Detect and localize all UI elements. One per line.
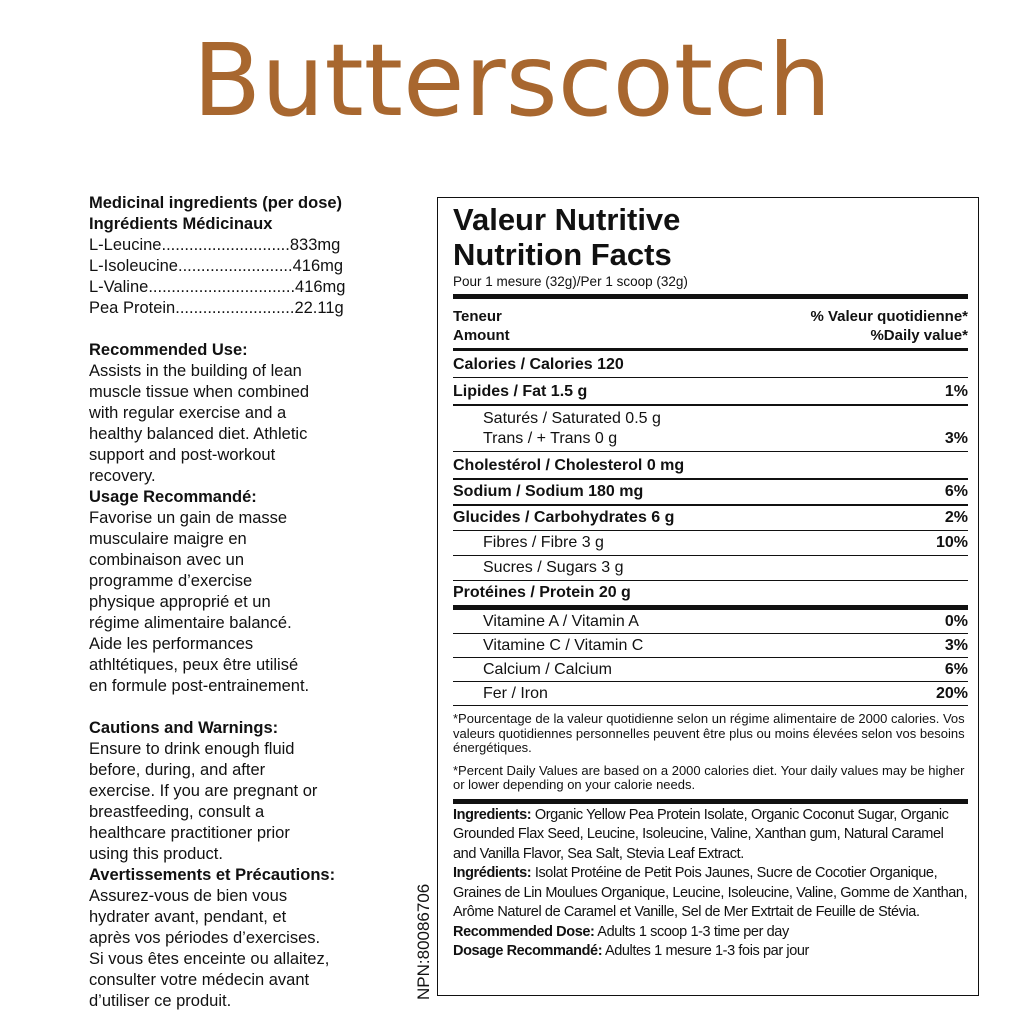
medicinal-dots: ............................ <box>161 236 290 254</box>
protein-row: Protéines / Protein 20 g <box>453 581 968 610</box>
medicinal-amount: 22.11g <box>294 299 344 317</box>
text-line: athltétiques, peux être utilisé <box>89 656 299 674</box>
calories-row: Calories / Calories 120 <box>453 351 968 378</box>
text-line: recovery. <box>89 467 156 485</box>
cautions-heading: Cautions and Warnings: <box>89 719 279 737</box>
medicinal-amount: 416mg <box>295 278 346 296</box>
text-line: Favorise un gain de masse <box>89 509 288 527</box>
ingredients-en: Ingredients: Organic Yellow Pea Protein Isolate, Organic Coconut Sugar, Organic Grounded Flax Seed, Leucine, Isoleucine, Valine, Xanthan gum, Natural Caramel and Vanilla Flavor, Sea Salt, Stevia Leaf Extract. <box>453 806 949 862</box>
vitamin-label: Vitamine C / Vitamin C <box>483 637 644 654</box>
recommended-use-text <box>89 361 409 487</box>
text-line: healthcare practitioner prior <box>89 824 290 842</box>
saturated-trans-row: Saturés / Saturated 0.5 g Trans / + Trans 0 g 3% <box>453 406 968 452</box>
vitamin-percent: 0% <box>944 613 968 630</box>
nutrition-facts-panel <box>437 197 979 996</box>
text-line: healthy balanced diet. Athletic <box>89 425 308 443</box>
medicinal-dots: ................................ <box>148 278 296 296</box>
column-header <box>453 299 968 348</box>
medicinal-heading-en: Medicinal ingredients (per dose) <box>89 194 343 212</box>
vitamin-row <box>453 634 968 658</box>
medicinal-heading-fr: Ingrédients Médicinaux <box>89 215 273 233</box>
text-line: consulter votre médecin avant <box>89 971 310 989</box>
ingredients-section <box>453 804 968 962</box>
nutrition-title-en: Nutrition Facts <box>453 237 672 272</box>
text-line: before, during, and after <box>89 761 266 779</box>
footnote-en: *Percent Daily Values are based on a 2000 calories diet. Your daily values may be higher or lower depending on your calorie needs. <box>453 762 965 792</box>
amount-label-en: Amount <box>453 327 510 344</box>
vitamin-percent: 6% <box>944 661 968 678</box>
text-line: muscle tissue when combined <box>89 383 310 401</box>
text-line: physique approprié et un <box>89 593 271 611</box>
text-line: après vos périodes d’exercises. <box>89 929 321 947</box>
medicinal-item <box>89 298 409 319</box>
vitamin-row <box>453 682 968 706</box>
medicinal-item <box>89 235 409 256</box>
text-line: régime alimentaire balancé. <box>89 614 292 632</box>
carbohydrates-row: Glucides / Carbohydrates 6 g 2% <box>453 506 968 531</box>
cautions-text <box>89 739 409 865</box>
vitamin-label: Fer / Iron <box>483 685 548 702</box>
fibre-row: Fibres / Fibre 3 g 10% <box>453 531 968 556</box>
npn-number: NPN:80086706 <box>414 883 433 1000</box>
serving-size: Pour 1 mesure (32g)/Per 1 scoop (32g) <box>453 274 688 289</box>
medicinal-dots: ......................... <box>177 257 293 275</box>
medicinal-amount: 416mg <box>292 257 344 275</box>
text-line: Assurez-vous de bien vous <box>89 887 288 905</box>
vitamin-percent: 3% <box>944 637 968 654</box>
text-line: exercise. If you are pregnant or <box>89 782 318 800</box>
text-line: Aide les performances <box>89 635 254 653</box>
text-line: musculaire maigre en <box>89 530 247 548</box>
dv-label-en: %Daily value* <box>870 327 968 344</box>
vitamin-label: Calcium / Calcium <box>483 661 612 678</box>
cholesterol-row: Cholestérol / Cholesterol 0 mg <box>453 452 968 480</box>
left-panel <box>89 193 409 1012</box>
text-line: programme d’exercise <box>89 572 253 590</box>
medicinal-item <box>89 277 409 298</box>
avertissements-text <box>89 886 409 1012</box>
text-line: hydrater avant, pendant, et <box>89 908 287 926</box>
usage-heading: Usage Recommandé: <box>89 488 257 506</box>
usage-text <box>89 508 409 697</box>
nutrition-title-fr: Valeur Nutritive <box>453 202 681 237</box>
text-line: Si vous êtes enceinte ou allaitez, <box>89 950 330 968</box>
medicinal-dots: .......................... <box>175 299 295 317</box>
dosage-fr: Dosage Recommandé: Adultes 1 mesure 1-3 fois par jour <box>453 943 809 959</box>
medicinal-name: L-Leucine <box>89 236 162 254</box>
medicinal-name: L-Isoleucine <box>89 257 178 275</box>
text-line: Assists in the building of lean <box>89 362 302 380</box>
footnote-fr: *Pourcentage de la valeur quotidienne selon un régime alimentaire de 2000 calories. Vos valeurs quotidiennes personnelles peuvent être plus ou moins élevées selon vos besoins énergétiques. <box>453 711 965 755</box>
medicinal-item <box>89 256 409 277</box>
sodium-row: Sodium / Sodium 180 mg 6% <box>453 480 968 506</box>
recommended-dose: Recommended Dose: Adults 1 scoop 1-3 time per day <box>453 923 789 940</box>
medicinal-amount: 833mg <box>289 236 341 254</box>
sugars-row: Sucres / Sugars 3 g <box>453 556 968 581</box>
fat-row: Lipides / Fat 1.5 g 1% <box>453 378 968 406</box>
ingredients-fr: Ingrédients: Isolat Protéine de Petit Pois Jaunes, Sucre de Cocotier Organique, Graines de Lin Moulues Organique, Leucine, Isoleucine, Valine, Gomme de Xanthan, Arôme Naturel de Caramel et Vanille, Sel de Mer Extrtait de Feuille de Stévia. <box>453 865 968 920</box>
text-line: combinaison avec un <box>89 551 245 569</box>
medicinal-name: Pea Protein <box>89 299 176 317</box>
product-title: Butterscotch <box>192 22 832 139</box>
vitamin-percent: 20% <box>935 685 968 702</box>
text-line: using this product. <box>89 845 223 863</box>
vitamin-row <box>453 658 968 682</box>
text-line: en formule post-entrainement. <box>89 677 310 695</box>
text-line: d’utiliser ce produit. <box>89 992 232 1010</box>
vitamin-row <box>453 610 968 634</box>
vitamin-label: Vitamine A / Vitamin A <box>483 613 639 630</box>
saturated-label: Saturés / Saturated 0.5 g <box>483 410 661 427</box>
text-line: with regular exercise and a <box>89 404 287 422</box>
text-line: breastfeeding, consult a <box>89 803 265 821</box>
amount-label-fr: Teneur <box>453 308 502 325</box>
dv-label-fr: % Valeur quotidienne* <box>810 308 968 325</box>
medicinal-name: L-Valine <box>89 278 149 296</box>
avertissements-heading: Avertissements et Précautions: <box>89 866 336 884</box>
recommended-use-heading: Recommended Use: <box>89 341 248 359</box>
trans-label: Trans / + Trans 0 g <box>483 430 618 447</box>
medicinal-list <box>89 235 409 319</box>
text-line: Ensure to drink enough fluid <box>89 740 295 758</box>
text-line: support and post-workout <box>89 446 276 464</box>
vitamin-list <box>453 610 968 706</box>
